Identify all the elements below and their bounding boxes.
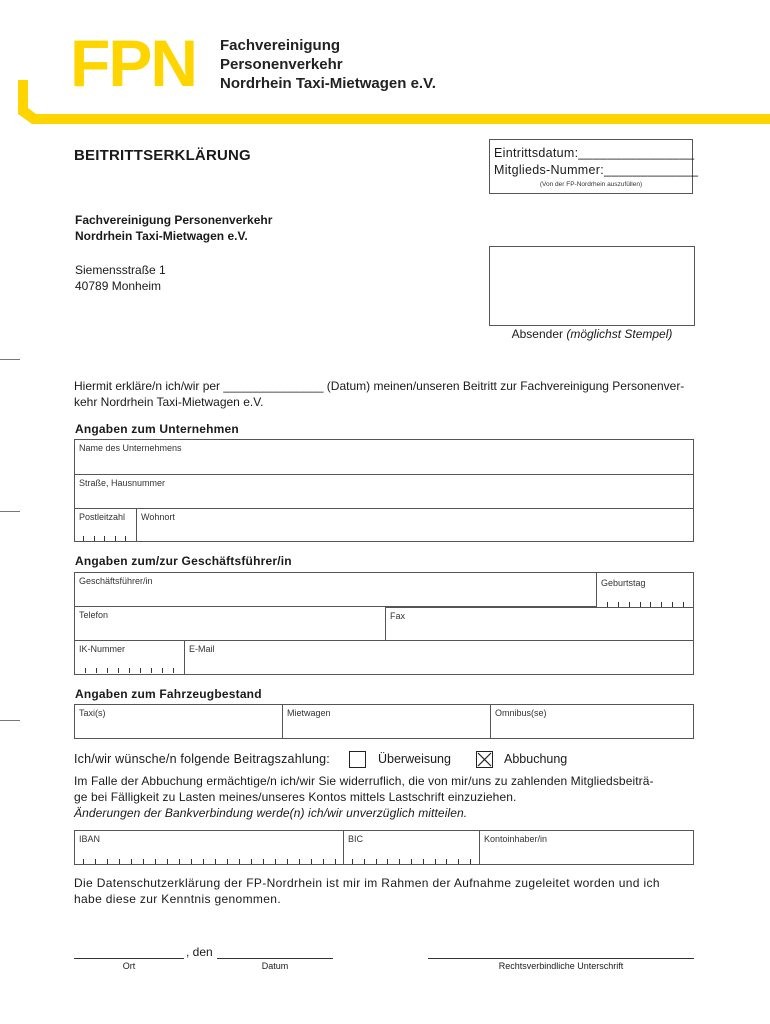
digit-tick [263,859,264,864]
city-label: Wohnort [141,512,175,522]
privacy-text [74,875,694,907]
city-field[interactable] [137,509,693,541]
fleet-table [74,704,694,739]
manager-heading: Angaben zum/zur Geschäftsführer/in [75,554,292,568]
digit-tick [95,859,96,864]
ik-number-field[interactable] [75,641,185,674]
mandate-text [74,773,694,821]
place-line[interactable] [74,958,184,959]
digit-tick [115,536,116,541]
bus-label: Omnibus(se) [495,708,547,718]
manager-table [74,572,694,675]
zip-field[interactable] [75,509,137,541]
place-caption: Ort [122,961,136,971]
declaration-text [74,378,694,410]
phone-label: Telefon [79,610,109,620]
digit-tick [140,668,141,673]
digit-tick [119,859,120,864]
signature-caption: Rechtsverbindliche Unterschrift [498,961,624,971]
digit-tick [227,859,228,864]
org-line-2: Personenverkehr [220,56,343,73]
digit-tick [143,859,144,864]
den-text: , den [186,945,213,959]
fold-mark [0,720,20,721]
digit-tick [446,859,447,864]
digit-tick [352,859,353,864]
privacy-line-2: habe diese zur Kenntnis genommen. [74,892,282,906]
ik-tick-marks [85,668,173,673]
office-use-note: (Von der FP-Nordrhein auszufüllen) [539,181,643,188]
privacy-line-1: Die Datenschutzerklärung der FP-Nordrhein ist mir im Rahmen der Aufnahme zugeleitet worden und ich [74,876,660,890]
birthday-field[interactable] [597,573,693,607]
bic-field[interactable] [344,831,480,864]
taxi-label: Taxi(s) [79,708,106,718]
fax-field[interactable] [386,607,693,641]
iban-field[interactable] [75,831,344,864]
zip-label: Postleitzahl [79,512,126,522]
digit-tick [151,668,152,673]
sender-caption-label: Absender [511,327,563,341]
recipient-name-2: Nordrhein Taxi-Mietwagen e.V. [75,229,248,243]
member-number-field[interactable]: Mitglieds-Nummer:_____________ [494,163,699,177]
fold-mark [0,359,20,360]
taxi-count-field[interactable] [75,705,283,738]
company-street-label: Straße, Hausnummer [79,478,166,488]
org-line-3: Nordrhein Taxi-Mietwagen e.V. [220,75,436,92]
digit-tick [470,859,471,864]
digit-tick [83,536,84,541]
bank-table [74,830,694,865]
email-label: E-Mail [189,644,215,654]
digit-tick [215,859,216,864]
digit-tick [94,536,95,541]
manager-name-label: Geschäftsführer/in [79,576,153,586]
transfer-checkbox[interactable] [349,751,366,768]
recipient-street: Siemensstraße 1 [75,263,166,277]
declaration-line-1: Hiermit erkläre/n ich/wir per _______________ (Datum) meinen/unseren Beitritt zur Fachvereinigung Personenver- [74,379,685,393]
digit-tick [167,859,168,864]
check-x-icon [477,752,492,767]
ik-number-label: IK-Nummer [79,644,126,654]
bic-tick-marks [352,859,470,864]
digit-tick [287,859,288,864]
mandate-line-2: ge bei Fälligkeit zu Lasten meines/unseres Kontos mittels Lastschrift einzuziehen. [74,790,517,804]
digit-tick [364,859,365,864]
mandate-note: Änderungen der Bankverbindung werde(n) ich/wir unverzüglich mitteilen. [74,806,468,820]
form-title: BEITRITTSERKLÄRUNG [74,147,251,164]
digit-tick [162,668,163,673]
digit-tick [376,859,377,864]
digit-tick [323,859,324,864]
manager-name-field[interactable] [75,573,597,607]
digit-tick [458,859,459,864]
phone-field[interactable] [75,607,386,641]
bic-label: BIC [348,834,364,844]
company-table [74,439,694,542]
digit-tick [387,859,388,864]
office-use-box [489,139,699,194]
debit-label: Abbuchung [504,752,568,766]
company-name-field[interactable] [75,440,693,475]
digit-tick [125,536,126,541]
company-name-label: Name des Unternehmens [79,443,182,453]
digit-tick [83,859,84,864]
account-holder-field[interactable] [480,831,693,864]
payment-prompt: Ich/wir wünsche/n folgende Beitragszahlung: [74,752,330,766]
recipient-name-1: Fachvereinigung Personenverkehr [75,213,273,227]
rental-count-field[interactable] [283,705,491,738]
digit-tick [311,859,312,864]
digit-tick [85,668,86,673]
digit-tick [107,859,108,864]
digit-tick [239,859,240,864]
digit-tick [191,859,192,864]
company-heading: Angaben zum Unternehmen [75,422,239,436]
header-yellow-bar [18,80,770,124]
debit-checkbox[interactable] [476,751,493,768]
recipient-city: 40789 Monheim [75,279,162,293]
svg-text:FPN: FPN [70,26,196,92]
fold-mark [0,511,20,512]
digit-tick [423,859,424,864]
org-line-1: Fachvereinigung [220,37,341,54]
digit-tick [411,859,412,864]
digit-tick [107,668,108,673]
digit-tick [399,859,400,864]
digit-tick [173,668,174,673]
entry-date-field[interactable]: Eintrittsdatum:________________ [494,146,695,160]
transfer-label: Überweisung [378,752,451,766]
account-holder-label: Kontoinhaber/in [484,834,548,844]
digit-tick [155,859,156,864]
digit-tick [435,859,436,864]
fax-label: Fax [390,611,406,621]
sender-caption-note: (möglichst Stempel) [566,327,673,341]
sender-stamp-box[interactable] [489,246,695,326]
signature-line[interactable] [428,958,694,959]
digit-tick [203,859,204,864]
date-line[interactable] [217,958,333,959]
digit-tick [275,859,276,864]
fleet-heading: Angaben zum Fahrzeugbestand [75,687,262,701]
iban-tick-marks [83,859,335,864]
digit-tick [104,536,105,541]
rental-label: Mietwagen [287,708,331,718]
zip-tick-marks [83,536,125,541]
digit-tick [131,859,132,864]
email-field[interactable] [185,641,693,674]
mandate-line-1: Im Falle der Abbuchung ermächtige/n ich/wir Sie widerruflich, die von mir/uns zu zahlenden Mitgliedsbeiträ- [74,774,654,788]
recipient-address [75,212,272,294]
sender-caption [489,327,695,341]
birthday-label: Geburtstag [601,578,646,588]
digit-tick [335,859,336,864]
date-caption: Datum [261,961,289,971]
bus-count-field[interactable] [491,705,693,738]
company-street-field[interactable] [75,475,693,509]
digit-tick [129,668,130,673]
digit-tick [299,859,300,864]
digit-tick [251,859,252,864]
digit-tick [179,859,180,864]
iban-label: IBAN [79,834,101,844]
declaration-line-2: kehr Nordrhein Taxi-Mietwagen e.V. [74,395,264,409]
digit-tick [118,668,119,673]
digit-tick [96,668,97,673]
